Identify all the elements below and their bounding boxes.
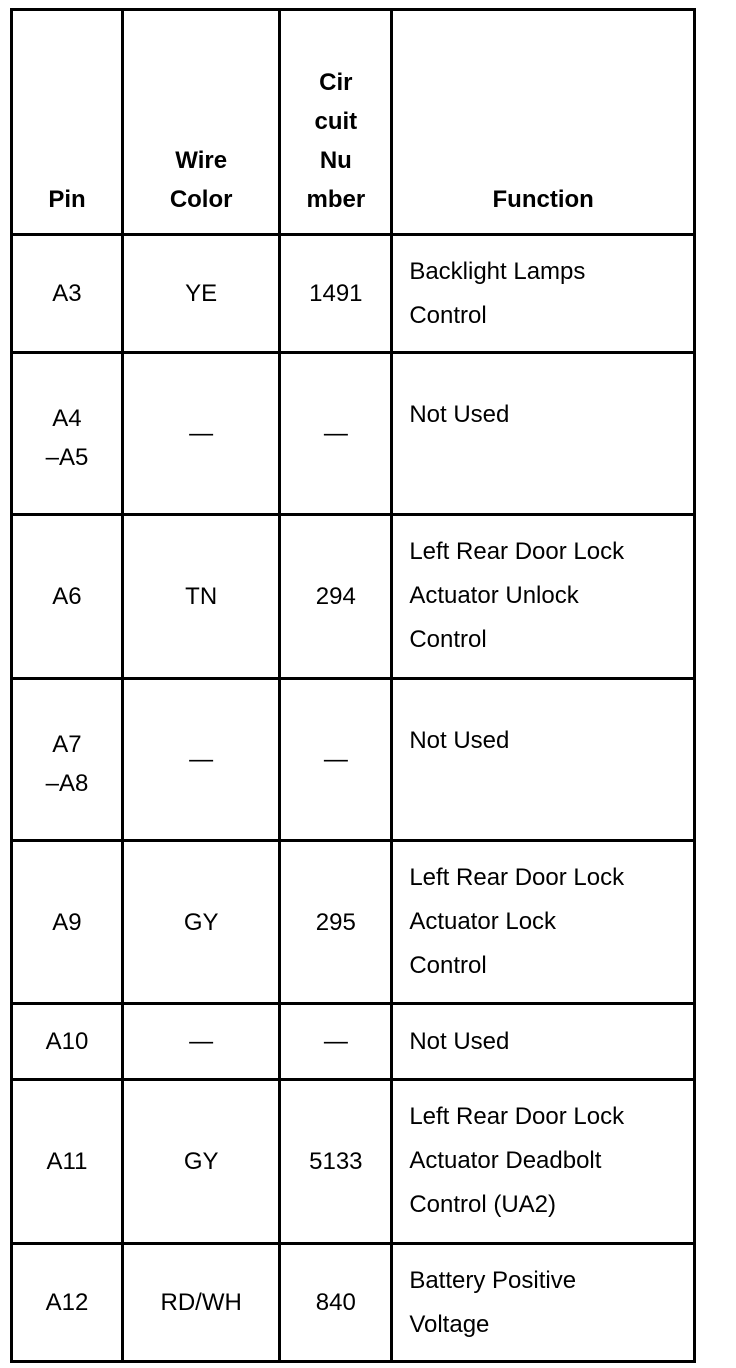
pin-cell	[12, 1004, 123, 1080]
function-line: Not Used	[409, 1027, 510, 1055]
table-row	[12, 679, 695, 841]
function-line: Not Used	[409, 726, 510, 754]
header-pin	[12, 10, 123, 235]
wire-color-cell: —	[122, 1004, 279, 1080]
pin-value: A7	[52, 730, 82, 758]
pin-value: –A8	[45, 769, 89, 797]
circuit-cell: 294	[280, 515, 392, 679]
pin-cell	[12, 1244, 123, 1362]
pin-value: –A5	[45, 443, 89, 471]
pin-value: A10	[45, 1028, 89, 1055]
header-function-line: Function	[492, 186, 594, 213]
pin-value: A9	[52, 908, 82, 936]
circuit-cell: —	[280, 353, 392, 515]
pin-cell	[12, 1080, 123, 1244]
table-row	[12, 1244, 695, 1362]
pin-cell	[12, 841, 123, 1004]
header-circuit-line: cuit	[314, 108, 358, 135]
function-line: Control	[409, 952, 487, 979]
function-cell	[392, 353, 695, 515]
function-line: Control	[409, 626, 487, 653]
table-row	[12, 841, 695, 1004]
wire-color-cell: —	[122, 679, 279, 841]
function-cell	[392, 841, 695, 1004]
header-wire-color-line: Wire	[175, 147, 228, 174]
function-line: Left Rear Door Lock	[409, 864, 625, 891]
header-circuit-line: Nu	[319, 147, 352, 174]
header-circuit-line: Cir	[319, 69, 353, 96]
header-wire-color-line: Color	[169, 186, 233, 213]
pin-value: A11	[46, 1148, 88, 1175]
pin-cell	[12, 515, 123, 679]
header-pin-line: Pin	[48, 186, 86, 213]
header-circuit-number	[280, 10, 392, 235]
function-line: Left Rear Door Lock	[409, 1103, 625, 1130]
connector-pinout-table	[10, 8, 696, 1363]
header-function	[392, 10, 695, 235]
circuit-cell: —	[280, 1004, 392, 1080]
wire-color-cell: YE	[122, 235, 279, 353]
pin-cell	[12, 353, 123, 515]
pin-cell	[12, 679, 123, 841]
wire-color-cell: RD/WH	[122, 1244, 279, 1362]
function-line: Actuator Deadbolt	[409, 1147, 602, 1174]
circuit-cell: 295	[280, 841, 392, 1004]
circuit-cell: —	[280, 679, 392, 841]
function-cell	[392, 235, 695, 353]
function-line: Left Rear Door Lock	[409, 538, 625, 565]
function-line: Battery Positive	[409, 1267, 577, 1294]
function-cell	[392, 515, 695, 679]
function-cell	[392, 1004, 695, 1080]
circuit-cell: 5133	[280, 1080, 392, 1244]
circuit-cell: 840	[280, 1244, 392, 1362]
function-line: Control	[409, 302, 487, 329]
table-header-row	[12, 10, 695, 235]
header-circuit-line: mber	[306, 186, 366, 213]
table-row	[12, 235, 695, 353]
pin-value: A4	[52, 404, 82, 432]
function-line: Not Used	[409, 400, 510, 428]
pin-value: A12	[45, 1289, 89, 1316]
function-line: Voltage	[409, 1311, 490, 1338]
table-row	[12, 1004, 695, 1080]
function-cell	[392, 679, 695, 841]
wire-color-cell: GY	[122, 1080, 279, 1244]
wire-color-cell: TN	[122, 515, 279, 679]
function-line: Actuator Lock	[409, 908, 557, 935]
header-wire-color	[122, 10, 279, 235]
table-row	[12, 1080, 695, 1244]
pin-value: A6	[52, 583, 82, 610]
function-line: Backlight Lamps	[409, 258, 586, 285]
function-cell	[392, 1244, 695, 1362]
function-line: Actuator Unlock	[409, 582, 579, 609]
table-row	[12, 515, 695, 679]
function-line: Control (UA2)	[409, 1191, 557, 1218]
function-cell	[392, 1080, 695, 1244]
circuit-cell: 1491	[280, 235, 392, 353]
wire-color-cell: GY	[122, 841, 279, 1004]
pin-value: A3	[52, 280, 82, 307]
wire-color-cell: —	[122, 353, 279, 515]
table-row	[12, 353, 695, 515]
pin-cell	[12, 235, 123, 353]
